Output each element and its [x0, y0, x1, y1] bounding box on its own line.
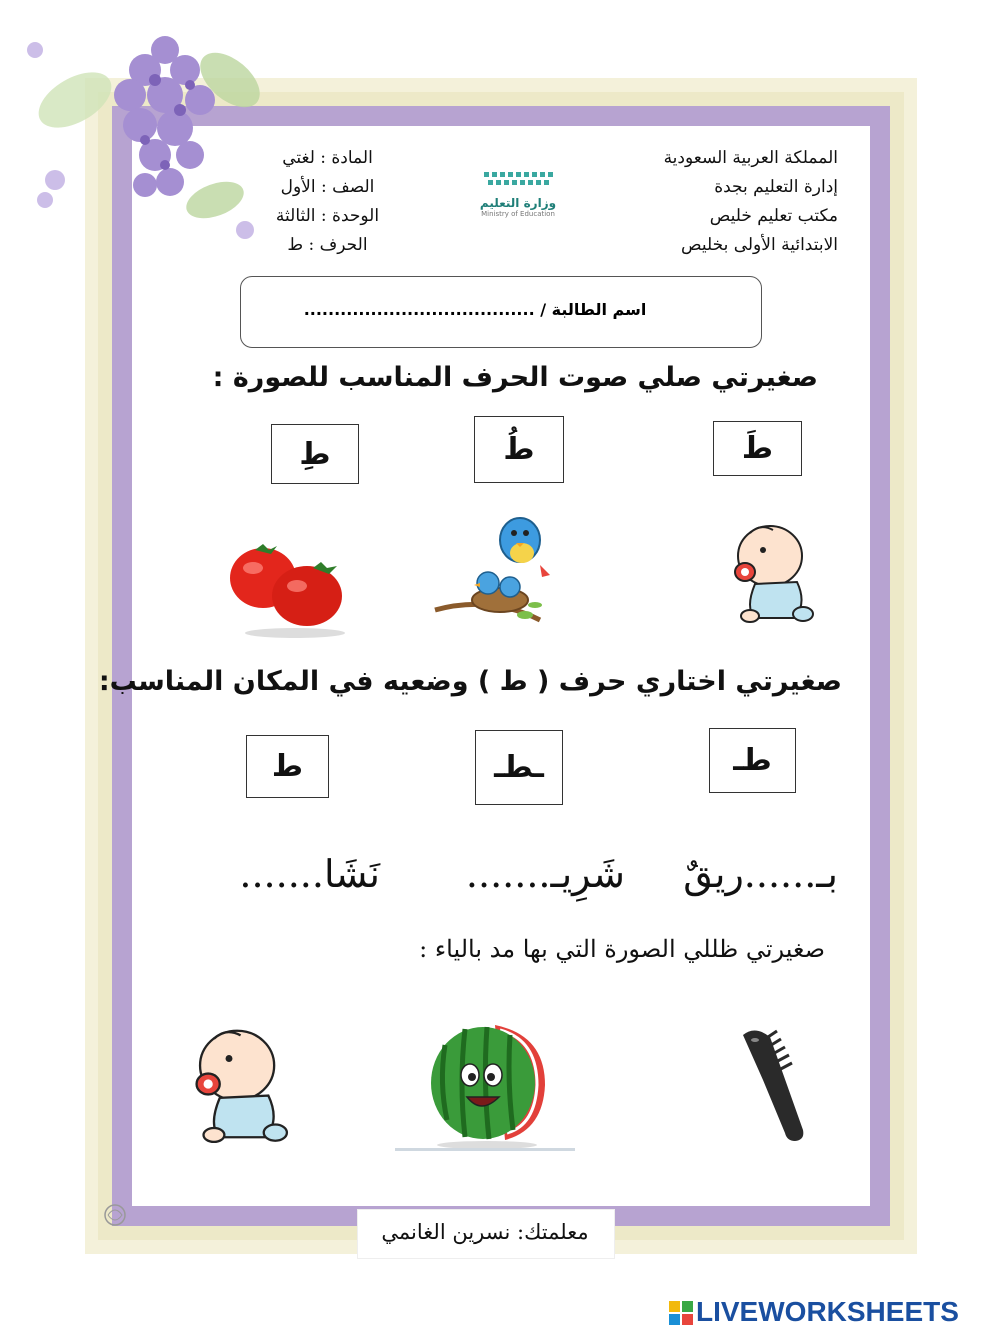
- letter-box-final[interactable]: ط: [246, 735, 329, 798]
- header-letter: الحرف : ط: [287, 235, 368, 255]
- birds-nest-image[interactable]: [430, 505, 560, 630]
- header-subject: المادة : لغتي: [282, 148, 373, 168]
- corner-flourish-icon: [100, 1200, 130, 1230]
- letter-box-medial[interactable]: ـطـ: [475, 730, 563, 805]
- header-unit: الوحدة : الثالثة: [275, 206, 380, 226]
- ministry-logo: [478, 168, 558, 230]
- letter-box-initial[interactable]: طـ: [709, 728, 796, 793]
- lilac-flower-decoration: [15, 10, 275, 250]
- header-education-dept: إدارة التعليم بجدة: [714, 177, 838, 197]
- word-shareet[interactable]: شَرِيـ.......: [465, 852, 625, 896]
- watermelon-image[interactable]: [425, 1015, 550, 1150]
- ministry-logo-english: Ministry of Education: [481, 210, 555, 218]
- letter-box-kasra[interactable]: طِ: [271, 424, 359, 484]
- teacher-name: معلمتك: نسرين الغانمي: [381, 1220, 589, 1244]
- image-caption-line: [395, 1148, 575, 1151]
- word-bareeq[interactable]: بـ......ريقٌ: [683, 852, 838, 896]
- student-name-label: اسم الطالبة / ......................................: [303, 300, 647, 319]
- baby-image[interactable]: [725, 518, 820, 626]
- section3-title: صغيرتي ظللي الصورة التي بها مد بالياء :: [419, 935, 825, 963]
- word-nashat[interactable]: نَشَا.......: [239, 852, 380, 896]
- comb-image[interactable]: [735, 1025, 815, 1145]
- letter-box-damma[interactable]: طُ: [474, 416, 564, 483]
- section1-title: صغيرتي صلي صوت الحرف المناسب للصورة :: [212, 362, 818, 393]
- baby-image-2[interactable]: [185, 1020, 295, 1148]
- section2-title: صغيرتي اختاري حرف ( ط ) وضعيه في المكان المناسب:: [98, 666, 842, 697]
- tomatoes-image[interactable]: [225, 538, 350, 638]
- header-kingdom: المملكة العربية السعودية: [663, 148, 838, 168]
- header-grade: الصف : الأول: [280, 177, 375, 197]
- header-office: مكتب تعليم خليص: [709, 206, 838, 226]
- liveworksheets-logo-icon: [668, 1300, 694, 1326]
- ministry-logo-icon: [478, 168, 558, 192]
- ministry-logo-arabic: وزارة التعليم: [479, 196, 557, 210]
- letter-box-fatha[interactable]: طَ: [713, 421, 802, 476]
- liveworksheets-brand[interactable]: LIVEWORKSHEETS: [696, 1296, 959, 1327]
- header-school: الابتدائية الأولى بخليص: [681, 235, 838, 255]
